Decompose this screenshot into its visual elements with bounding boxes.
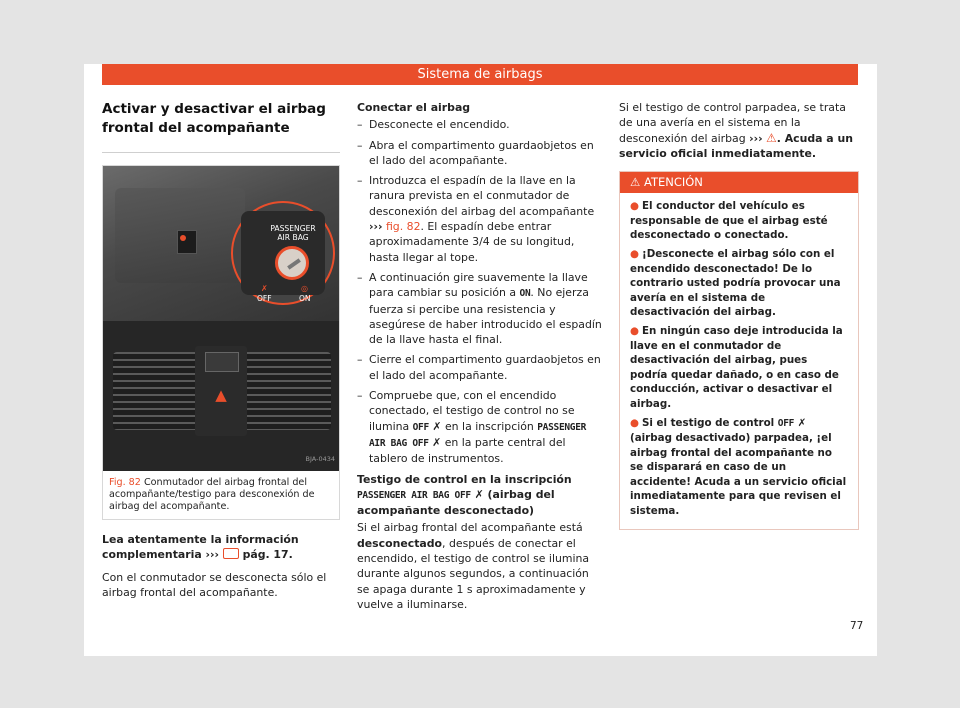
figure-link[interactable]: fig. 82 [385, 220, 421, 234]
list-item: – Compruebe que, con el encendido conectado, el testigo de control no se ilumina OFF ✗ en la inscripción PASSENGER AIR BAG OFF ✗ en la parte central del tablero de instrumentos. [357, 388, 602, 466]
blink-paragraph: Si el testigo de control parpadea, se trata de una avería en el sistema en la desconexión del airbag ››› ⚠. Acuda a un servicio oficial inmediatamente. [619, 101, 853, 160]
chapter-header: Sistema de airbags [102, 64, 858, 85]
book-icon [223, 548, 239, 559]
connect-airbag-title: Conectar el airbag [357, 101, 471, 114]
list-item: ● ¡Desconecte el airbag sólo con el encendido desconectado! De lo contrario usted podría provocar una avería en el sistema de desactivación del airbag. [630, 247, 841, 319]
airbag-off-icon: ✗ [432, 419, 442, 433]
airbag-off-icon: ✗ [797, 416, 807, 429]
lamp-description: Si el airbag frontal del acompañante está desconectado, después de conectar el encendido, el testigo de control se ilumina durante algunos segundos, a continuación se apaga durante 1 s aproximadamente y vuelve a iluminarse. [357, 521, 590, 611]
key-switch-icon [275, 246, 309, 280]
warning-lamp-title: Testigo de control en la inscripción PASSENGER AIR BAG OFF ✗ (airbag del acompañante desconectado) [357, 472, 572, 518]
airbag-off-icon: ✗ [432, 435, 442, 449]
off-label: OFF [257, 294, 272, 303]
list-item: – Introduzca el espadín de la llave en la ranura prevista en el conmutador de desconexión del airbag del acompañante ››› fig. 82. El espadín debe entrar aproximadamente 3/4 de su longitud, hasta llegar al tope. [357, 173, 602, 265]
list-item: – Abra el compartimento guardaobjetos en el lado del acompañante. [357, 138, 602, 169]
on-label: ON [299, 294, 311, 303]
read-note: Lea atentamente la información complementaria ››› pág. 17. [102, 533, 299, 562]
manual-page [84, 64, 877, 656]
airbag-off-icon: ✗ [261, 284, 268, 293]
airbag-off-icon: ✗ [474, 487, 484, 501]
hazard-button-icon: ▲ [215, 386, 227, 404]
airbag-on-icon: ◎ [301, 284, 308, 293]
list-item: ● Si el testigo de control OFF ✗ (airbag desactivado) parpadea, ¡el airbag frontal del acompañante no se disparará en caso de un accidente! Acuda a un servicio oficial inmediatamente para que revisen el sistema. [630, 416, 847, 518]
column-right [619, 100, 859, 530]
on-display-text: ON [519, 288, 531, 300]
column-middle [357, 100, 602, 619]
steps-list [357, 117, 602, 466]
image-ref-code: BJA-0434 [305, 454, 335, 463]
passenger-airbag-label: PASSENGER AIR BAG [270, 224, 316, 242]
page-number: 77 [850, 620, 864, 632]
figure-82 [102, 165, 340, 520]
list-item: – Cierre el compartimento guardaobjetos en el lado del acompañante. [357, 352, 602, 383]
section-title: Activar y desactivar el airbag frontal del acompañante [102, 101, 326, 136]
figure-number: Fig. 82 [109, 477, 141, 488]
page-reference-link[interactable]: pág. 17 [242, 548, 289, 562]
warning-triangle-icon[interactable]: ⚠ [766, 130, 777, 145]
list-item: – A continuación gire suavemente la llave para cambiar su posición a ON. No ejerza fuerza si percibe una resistencia y asegúrese de haber introducido el espadín de la llave hasta el final. [357, 270, 602, 347]
divider [102, 152, 340, 153]
list-item: – Desconecte el encendido. [357, 117, 602, 132]
airbag-switch-photo [103, 166, 339, 471]
list-item: ● En ningún caso deje introducida la llave en el conmutador de desactivación del airbag, pues podría quedar dañado, o en caso de conducción, activar o desactivar el airbag. [630, 324, 843, 410]
passenger-airbag-lamp [205, 352, 239, 372]
warning-box [619, 171, 859, 529]
list-item: ● El conductor del vehículo es responsable de que el airbag esté desconectado o conectado. [630, 200, 828, 242]
figure-caption: Fig. 82 Conmutador del airbag frontal del acompañante/testigo para desconexión de airbag del acompañante. [109, 477, 315, 512]
switch-zoom-inset [231, 201, 335, 305]
column-left [102, 100, 340, 607]
warning-triangle-icon: ⚠ [630, 175, 641, 190]
intro-text: Con el conmutador se desconecta sólo el airbag frontal del acompañante. [102, 570, 327, 599]
warning-header: ⚠ ATENCIÓN [620, 172, 858, 193]
